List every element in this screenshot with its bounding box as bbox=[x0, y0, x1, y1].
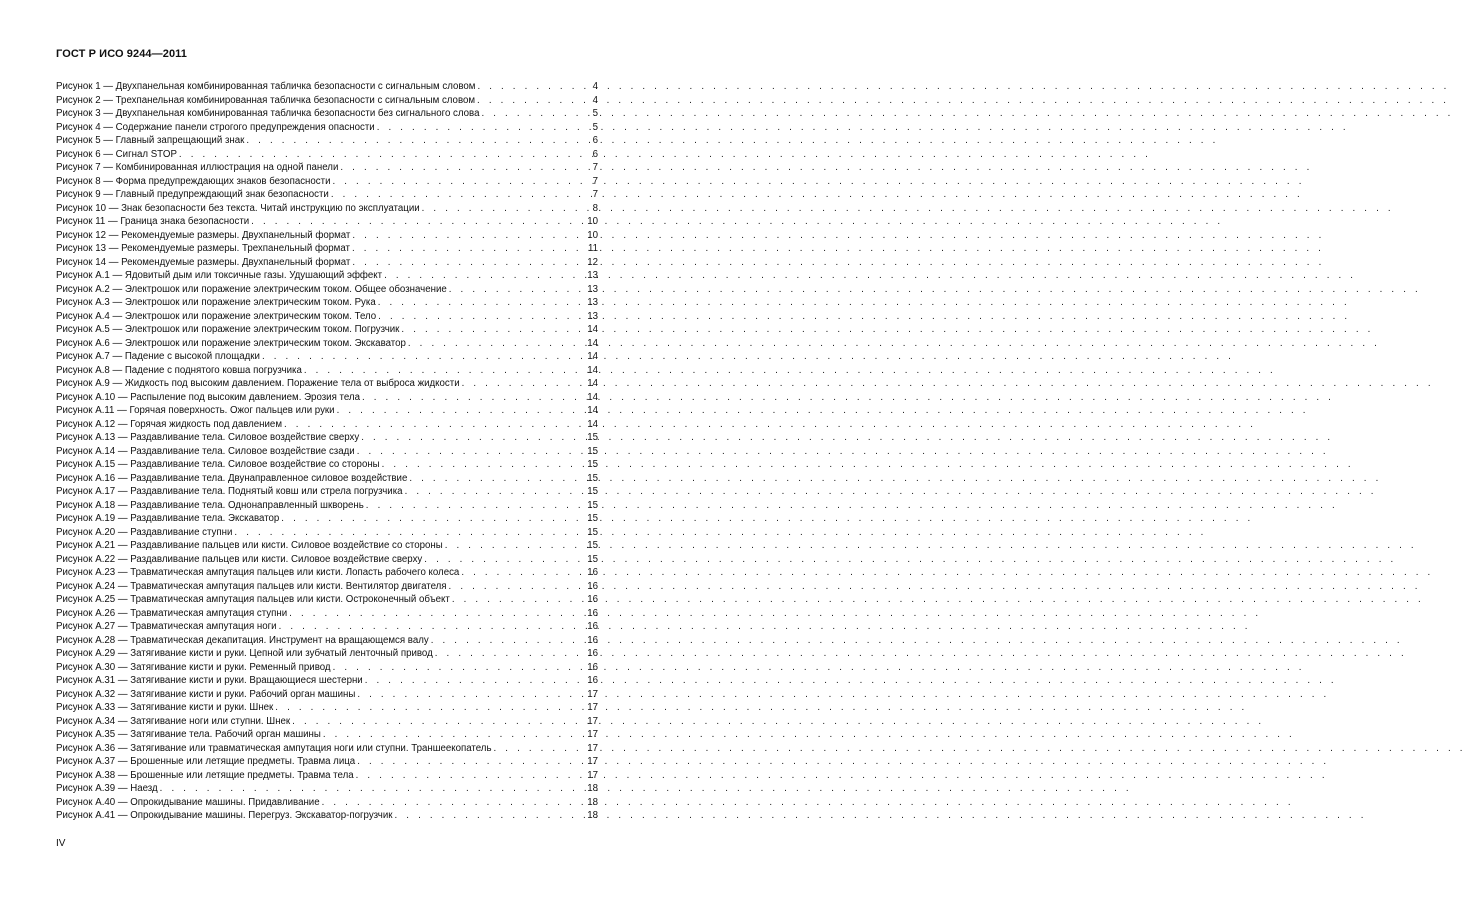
dot-leader bbox=[279, 620, 578, 634]
toc-entry-title: Рисунок 14 — Рекомендуемые размеры. Двухпанельный формат bbox=[56, 256, 351, 268]
toc-entry[interactable] bbox=[56, 647, 598, 661]
toc-entry-page: 14 bbox=[587, 324, 598, 335]
toc-entry-page: 13 bbox=[587, 270, 598, 281]
dot-leader bbox=[435, 647, 578, 661]
toc-entry[interactable] bbox=[56, 728, 598, 742]
dot-leader bbox=[357, 445, 578, 459]
dot-leader bbox=[357, 755, 578, 769]
toc-entry-title: Рисунок А.26 — Травматическая ампутация ступни bbox=[56, 607, 288, 619]
toc-entry-page: 15 bbox=[587, 553, 598, 565]
dot-leader bbox=[409, 472, 578, 486]
toc-entry[interactable] bbox=[56, 80, 598, 94]
toc-entry-page: 16 bbox=[587, 567, 598, 578]
toc-entry-page: 16 bbox=[587, 648, 598, 659]
toc-entry-title: Рисунок А.39 — Наезд bbox=[56, 783, 158, 794]
toc-entry-page: 18 bbox=[587, 796, 598, 808]
toc-entry[interactable] bbox=[56, 580, 598, 594]
toc-entry-page: 10 bbox=[587, 216, 598, 227]
toc-entry[interactable] bbox=[56, 809, 598, 823]
toc-entry[interactable] bbox=[56, 134, 598, 148]
toc-entry-page: 15 bbox=[587, 499, 598, 511]
toc-entry-page: 16 bbox=[587, 594, 598, 605]
toc-entry[interactable] bbox=[56, 418, 598, 432]
toc-entry-title: Рисунок 7 — Комбинированная иллюстрация на одной панели bbox=[56, 162, 339, 173]
toc-entry-page: 15 bbox=[587, 526, 598, 538]
toc-entry[interactable] bbox=[56, 661, 598, 675]
toc-entry[interactable] bbox=[56, 404, 598, 418]
dot-leader bbox=[352, 242, 578, 256]
toc-entry-title: Рисунок 6 — Сигнал STOP bbox=[56, 148, 177, 160]
toc-entry-title: Рисунок А.8 — Падение с поднятого ковша погрузчика bbox=[56, 364, 302, 376]
toc-entry[interactable] bbox=[56, 688, 598, 702]
toc-entry-title: Рисунок А.12 — Горячая жидкость под давлением bbox=[56, 418, 282, 430]
dot-leader bbox=[333, 661, 578, 675]
toc-entry[interactable] bbox=[56, 161, 598, 175]
toc-entry[interactable] bbox=[56, 256, 598, 270]
toc-entry[interactable] bbox=[56, 148, 598, 162]
toc-entry-title: Рисунок 13 — Рекомендуемые размеры. Трехпанельный формат bbox=[56, 243, 350, 254]
dot-leader bbox=[246, 134, 578, 148]
toc-entry-page: 13 bbox=[587, 283, 598, 295]
dot-leader bbox=[461, 566, 578, 580]
toc-entry[interactable] bbox=[56, 296, 598, 310]
toc-entry-page: 6 bbox=[592, 135, 598, 146]
toc-entry[interactable] bbox=[56, 620, 598, 634]
dot-leader bbox=[378, 310, 578, 324]
toc-entry-page: 12 bbox=[587, 256, 598, 268]
toc-entry-page: 18 bbox=[587, 783, 598, 794]
toc-entry-page: 14 bbox=[587, 351, 598, 362]
toc-entry-title: Рисунок 2 — Трехпанельная комбинированная табличка безопасности с сигнальным словом bbox=[56, 94, 476, 106]
toc-entry-page: 7 bbox=[592, 175, 598, 187]
dot-leader bbox=[160, 782, 578, 796]
toc-entry[interactable] bbox=[56, 242, 598, 256]
toc-entry[interactable] bbox=[56, 283, 598, 297]
dot-leader bbox=[304, 364, 578, 378]
toc-entry-title: Рисунок А.38 — Брошенные или летящие предметы. Травма тела bbox=[56, 769, 354, 781]
toc-entry-page: 10 bbox=[587, 229, 598, 241]
toc-entry[interactable] bbox=[56, 202, 598, 216]
dot-leader bbox=[445, 539, 578, 553]
toc-entry-page: 14 bbox=[587, 364, 598, 376]
toc-entry[interactable] bbox=[56, 701, 598, 715]
table-of-contents bbox=[56, 80, 598, 823]
toc-entry-page: 7 bbox=[592, 189, 598, 200]
dot-leader bbox=[382, 458, 578, 472]
document-header: ГОСТ Р ИСО 9244—2011 bbox=[56, 48, 188, 60]
dot-leader bbox=[431, 634, 578, 648]
toc-entry-page: 15 bbox=[587, 540, 598, 551]
dot-leader bbox=[477, 94, 578, 108]
toc-entry-page: 15 bbox=[587, 513, 598, 524]
dot-leader bbox=[424, 553, 578, 567]
toc-entry-page: 15 bbox=[587, 486, 598, 497]
dot-leader bbox=[462, 377, 578, 391]
toc-entry-title: Рисунок А.37 — Брошенные или летящие предметы. Травма лица bbox=[56, 756, 356, 767]
dot-leader bbox=[284, 418, 578, 432]
toc-entry-page: 17 bbox=[587, 769, 598, 781]
toc-entry[interactable] bbox=[56, 94, 598, 108]
dot-leader bbox=[323, 728, 578, 742]
toc-entry-title: Рисунок А.36 — Затягивание или травматическая ампутация ноги или ступни. Траншеекопатель bbox=[56, 742, 492, 754]
toc-entry-page: 16 bbox=[587, 634, 598, 646]
toc-entry-title: Рисунок А.24 — Травматическая ампутация пальцев или кисти. Вентилятор двигателя bbox=[56, 580, 447, 592]
toc-entry[interactable] bbox=[56, 391, 598, 405]
dot-leader bbox=[422, 202, 578, 216]
toc-entry-page: 14 bbox=[587, 337, 598, 349]
toc-entry[interactable] bbox=[56, 269, 598, 283]
toc-entry[interactable] bbox=[56, 350, 598, 364]
toc-entry[interactable] bbox=[56, 553, 598, 567]
dot-leader bbox=[275, 701, 578, 715]
toc-entry[interactable] bbox=[56, 364, 598, 378]
toc-entry-page: 15 bbox=[587, 445, 598, 457]
dot-leader bbox=[377, 121, 578, 135]
toc-entry-page: 5 bbox=[592, 108, 598, 119]
toc-entry[interactable] bbox=[56, 782, 598, 796]
toc-entry-page: 14 bbox=[587, 378, 598, 389]
toc-entry-page: 5 bbox=[592, 121, 598, 133]
dot-leader bbox=[337, 404, 578, 418]
toc-entry-title: Рисунок А.9 — Жидкость под высоким давлением. Поражение тела от выброса жидкости bbox=[56, 378, 460, 389]
toc-entry[interactable] bbox=[56, 445, 598, 459]
toc-entry-title: Рисунок А.35 — Затягивание тела. Рабочий орган машины bbox=[56, 729, 321, 740]
toc-entry-title: Рисунок А.18 — Раздавливание тела. Однонаправленный шкворень bbox=[56, 499, 364, 511]
toc-entry[interactable] bbox=[56, 485, 598, 499]
toc-entry-page: 7 bbox=[592, 162, 598, 173]
toc-entry[interactable] bbox=[56, 526, 598, 540]
toc-entry-page: 17 bbox=[587, 756, 598, 767]
toc-entry-title: Рисунок А.1 — Ядовитый дым или токсичные газы. Удушающий эффект bbox=[56, 270, 383, 281]
dot-leader bbox=[331, 188, 578, 202]
toc-entry-page: 18 bbox=[587, 810, 598, 821]
toc-entry-page: 14 bbox=[587, 418, 598, 430]
toc-entry-title: Рисунок А.40 — Опрокидывание машины. Придавливание bbox=[56, 796, 320, 808]
toc-entry-title: Рисунок А.21 — Раздавливание пальцев или кисти. Силовое воздействие со стороны bbox=[56, 540, 443, 551]
toc-entry[interactable] bbox=[56, 229, 598, 243]
dot-leader bbox=[361, 431, 578, 445]
toc-entry-page: 16 bbox=[587, 621, 598, 632]
dot-leader bbox=[494, 742, 578, 756]
toc-entry-page: 13 bbox=[587, 297, 598, 308]
toc-entry[interactable] bbox=[56, 499, 598, 513]
toc-entry-page: 4 bbox=[592, 94, 598, 106]
toc-entry-title: Рисунок 12 — Рекомендуемые размеры. Двухпанельный формат bbox=[56, 229, 351, 241]
toc-entry[interactable] bbox=[56, 458, 598, 472]
dot-leader bbox=[365, 674, 578, 688]
toc-entry-title: Рисунок А.7 — Падение с высокой площадки bbox=[56, 351, 260, 362]
toc-entry-page: 13 bbox=[587, 310, 598, 322]
toc-entry-title: Рисунок А.19 — Раздавливание тела. Экскаватор bbox=[56, 513, 280, 524]
toc-entry-page: 15 bbox=[587, 432, 598, 443]
toc-entry[interactable] bbox=[56, 796, 598, 810]
dot-leader bbox=[449, 283, 578, 297]
toc-entry[interactable] bbox=[56, 742, 598, 756]
page-number: IV bbox=[56, 838, 66, 849]
dot-leader bbox=[340, 161, 578, 175]
toc-entry[interactable] bbox=[56, 539, 598, 553]
toc-entry[interactable] bbox=[56, 323, 598, 337]
toc-entry-title: Рисунок А.30 — Затягивание кисти и руки. Ременный привод bbox=[56, 661, 331, 673]
toc-entry[interactable] bbox=[56, 769, 598, 783]
dot-leader bbox=[449, 580, 578, 594]
toc-entry-title: Рисунок А.5 — Электрошок или поражение электрическим током. Погрузчик bbox=[56, 324, 400, 335]
dot-leader bbox=[357, 688, 578, 702]
toc-entry-page: 15 bbox=[587, 472, 598, 484]
toc-entry-title: Рисунок А.23 — Травматическая ампутация пальцев или кисти. Лопасть рабочего колеса bbox=[56, 567, 460, 578]
dot-leader bbox=[477, 80, 578, 94]
toc-entry-title: Рисунок А.27 — Травматическая ампутация ноги bbox=[56, 621, 277, 632]
toc-entry[interactable] bbox=[56, 310, 598, 324]
toc-entry-page: 16 bbox=[587, 675, 598, 686]
toc-entry-page: 11 bbox=[587, 243, 598, 254]
dot-leader bbox=[405, 485, 578, 499]
toc-entry-page: 8 bbox=[592, 202, 598, 214]
dot-leader bbox=[292, 715, 578, 729]
dot-leader bbox=[322, 796, 578, 810]
toc-entry-title: Рисунок А.33 — Затягивание кисти и руки. Шнек bbox=[56, 702, 274, 713]
toc-entry[interactable] bbox=[56, 472, 598, 486]
toc-entry[interactable] bbox=[56, 431, 598, 445]
toc-entry-title: Рисунок А.22 — Раздавливание пальцев или кисти. Силовое воздействие сверху bbox=[56, 553, 423, 565]
dot-leader bbox=[366, 499, 578, 513]
toc-entry-page: 17 bbox=[587, 742, 598, 754]
dot-leader bbox=[452, 593, 578, 607]
toc-entry-page: 17 bbox=[587, 688, 598, 700]
dot-leader bbox=[262, 350, 578, 364]
toc-entry-title: Рисунок А.6 — Электрошок или поражение электрическим током. Экскаватор bbox=[56, 337, 406, 349]
toc-entry[interactable] bbox=[56, 188, 598, 202]
toc-entry-title: Рисунок 3 — Двухпанельная комбинированная табличка безопасности без сигнального слова bbox=[56, 108, 480, 119]
toc-entry[interactable] bbox=[56, 634, 598, 648]
dot-leader bbox=[395, 809, 579, 823]
toc-entry-title: Рисунок А.10 — Распыление под высоким давлением. Эрозия тела bbox=[56, 391, 360, 403]
toc-entry-page: 16 bbox=[587, 607, 598, 619]
toc-entry-page: 4 bbox=[592, 81, 598, 92]
toc-entry-page: 17 bbox=[587, 702, 598, 713]
dot-leader bbox=[384, 269, 578, 283]
dot-leader bbox=[362, 391, 578, 405]
toc-entry-title: Рисунок А.15 — Раздавливание тела. Силовое воздействие со стороны bbox=[56, 459, 380, 470]
toc-entry-title: Рисунок А.11 — Горячая поверхность. Ожог пальцев или руки bbox=[56, 405, 335, 416]
dot-leader bbox=[481, 107, 578, 121]
toc-entry-title: Рисунок 4 — Содержание панели строгого предупреждения опасности bbox=[56, 121, 375, 133]
toc-entry-title: Рисунок 1 — Двухпанельная комбинированная табличка безопасности с сигнальным словом bbox=[56, 81, 476, 92]
toc-entry-title: Рисунок А.25 — Травматическая ампутация пальцев или кисти. Остроконечный объект bbox=[56, 594, 450, 605]
toc-entry[interactable] bbox=[56, 715, 598, 729]
toc-entry-title: Рисунок А.29 — Затягивание кисти и руки. Цепной или зубчатый ленточный привод bbox=[56, 648, 433, 659]
dot-leader bbox=[251, 215, 578, 229]
toc-entry-page: 17 bbox=[587, 715, 598, 727]
toc-entry[interactable] bbox=[56, 215, 598, 229]
toc-entry[interactable] bbox=[56, 512, 598, 526]
toc-entry-title: Рисунок А.31 — Затягивание кисти и руки. Вращающиеся шестерни bbox=[56, 675, 363, 686]
dot-leader bbox=[352, 256, 578, 270]
toc-entry[interactable] bbox=[56, 121, 598, 135]
dot-leader bbox=[356, 769, 578, 783]
toc-entry[interactable] bbox=[56, 674, 598, 688]
toc-entry-title: Рисунок А.16 — Раздавливание тела. Двунаправленное силовое воздействие bbox=[56, 472, 408, 484]
toc-entry[interactable] bbox=[56, 593, 598, 607]
toc-entry-title: Рисунок А.14 — Раздавливание тела. Силовое воздействие сзади bbox=[56, 445, 355, 457]
toc-entry-title: Рисунок 9 — Главный предупреждающий знак безопасности bbox=[56, 189, 329, 200]
toc-entry-title: Рисунок А.20 — Раздавливание ступни bbox=[56, 526, 233, 538]
toc-entry[interactable] bbox=[56, 175, 598, 189]
toc-entry-title: Рисунок А.17 — Раздавливание тела. Поднятый ковш или стрела погрузчика bbox=[56, 486, 403, 497]
toc-entry-page: 15 bbox=[587, 459, 598, 470]
toc-entry-page: 16 bbox=[587, 580, 598, 592]
toc-entry-title: Рисунок А.41 — Опрокидывание машины. Перегруз. Экскаватор-погрузчик bbox=[56, 810, 393, 821]
toc-entry-title: Рисунок 5 — Главный запрещающий знак bbox=[56, 135, 245, 146]
dot-leader bbox=[378, 296, 578, 310]
dot-leader bbox=[289, 607, 578, 621]
dot-leader bbox=[408, 337, 578, 351]
toc-entry-title: Рисунок А.2 — Электрошок или поражение электрическим током. Общее обозначение bbox=[56, 283, 447, 295]
dot-leader bbox=[281, 512, 578, 526]
toc-entry-page: 14 bbox=[587, 405, 598, 416]
dot-leader bbox=[332, 175, 578, 189]
toc-entry[interactable] bbox=[56, 377, 598, 391]
toc-entry[interactable] bbox=[56, 566, 598, 580]
toc-entry-page: 17 bbox=[587, 729, 598, 740]
dot-leader bbox=[401, 323, 578, 337]
toc-entry-title: Рисунок 11 — Граница знака безопасности bbox=[56, 216, 250, 227]
toc-entry-title: Рисунок А.4 — Электрошок или поражение электрическим током. Тело bbox=[56, 310, 377, 322]
toc-entry-title: Рисунок А.3 — Электрошок или поражение электрическим током. Рука bbox=[56, 297, 376, 308]
toc-entry-title: Рисунок А.34 — Затягивание ноги или ступни. Шнек bbox=[56, 715, 291, 727]
toc-entry[interactable] bbox=[56, 337, 598, 351]
toc-entry-page: 16 bbox=[587, 661, 598, 673]
dot-leader bbox=[179, 148, 578, 162]
toc-entry-page: 14 bbox=[587, 391, 598, 403]
toc-entry-page: 6 bbox=[592, 148, 598, 160]
dot-leader bbox=[352, 229, 578, 243]
toc-entry[interactable] bbox=[56, 107, 598, 121]
toc-entry[interactable] bbox=[56, 755, 598, 769]
toc-entry-title: Рисунок 8 — Форма предупреждающих знаков безопасности bbox=[56, 175, 331, 187]
toc-entry-title: Рисунок А.32 — Затягивание кисти и руки. Рабочий орган машины bbox=[56, 688, 356, 700]
toc-entry[interactable] bbox=[56, 607, 598, 621]
dot-leader bbox=[234, 526, 578, 540]
toc-entry-title: Рисунок А.13 — Раздавливание тела. Силовое воздействие сверху bbox=[56, 432, 360, 443]
toc-entry-title: Рисунок А.28 — Травматическая декапитация. Инструмент на вращающемся валу bbox=[56, 634, 429, 646]
toc-entry-title: Рисунок 10 — Знак безопасности без текста. Читай инструкцию по эксплуатации bbox=[56, 202, 420, 214]
